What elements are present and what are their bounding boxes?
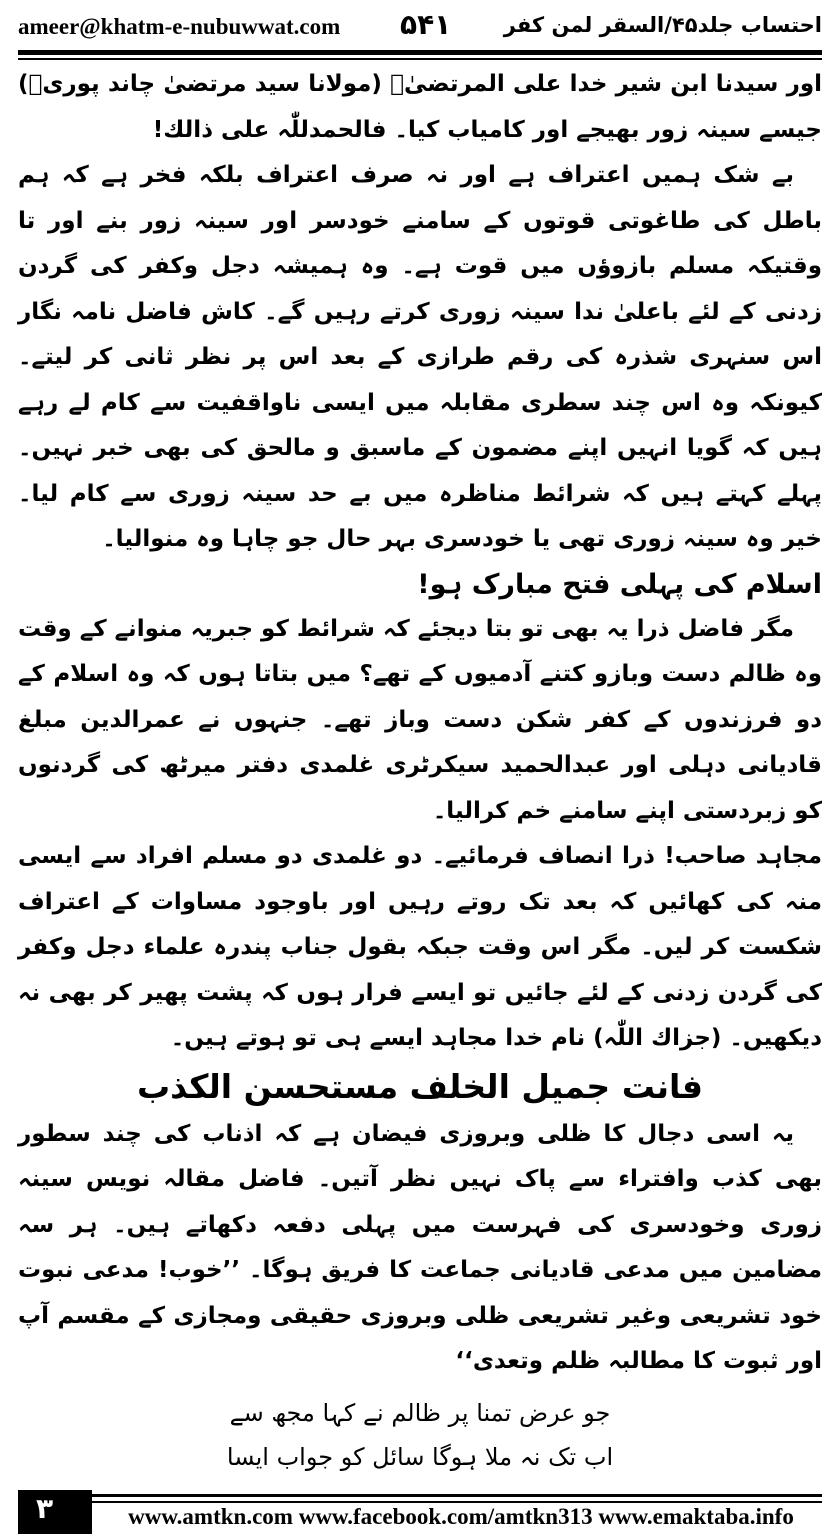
paragraph-1: اور سیدنا ابن شیر خدا علی المرتضیٰؓ (مولانا سید مرتضیٰ چاند پوریؒ) جیسے سینہ زور بھیجے اور کامیاب کیا۔ فالحمدللّٰہ علی ذالك! (18, 71, 822, 143)
header-rule-thin (18, 58, 822, 60)
poem-couplet (18, 1391, 822, 1479)
heading-victory: اسلام کی پہلی فتح مبارک ہو! (417, 568, 822, 600)
footer-page-box (18, 1490, 92, 1534)
paragraph-5: یہ اسی دجال کا ظلی وبروزی فیضان ہے کہ اذناب کی چند سطور بھی کذب وافتراء سے پاک نہیں نظر آتیں۔ فاضل مقالہ نویس سینہ زوری وخودسری کی فہرست میں پہلی دفعہ دکھاتے ہیں۔ ہر سہ مضامین میں مدعی قادیانی جماعت کا فریق ہوگا۔ ’’خوب! مدعی نبوت خود تشریعی وغیر تشریعی ظلی وبروزی حقیقی ومجازی کے مقسم آپ اور ثبوت کا مطالبہ ظلم وتعدی‘‘ (18, 1120, 822, 1374)
poem-line-2: اب تک نہ ملا ہوگا سائل کو جواب ایسا (226, 1442, 614, 1471)
footer-rule-thick (92, 1494, 822, 1497)
header-title: احتساب جلد۴۵/السقر لمن کفر (503, 13, 822, 37)
poem-line-1: جو عرض تمنا پر ظالم نے کہا مجھ سے (229, 1398, 611, 1427)
paragraph-4: مجاہد صاحب! ذرا انصاف فرمائیے۔ دو غلمدی دو مسلم افراد سے ایسی منہ کی کھائیں کہ بعد تک روتے رہیں اور باوجود مساوات کے اعتراف شکست کر لیں۔ مگر اس وقت جبکہ بقول جناب پندرہ علماء دجل وکفر کی گردن زدنی کے لئے جائیں تو ایسے فرار ہوں کہ پشت پھیر کر بھی نہ دیکھیں۔ (جزاك اللّٰہ) نام خدا مجاہد ایسے ہی تو ہوتے ہیں۔ (18, 843, 822, 1051)
paragraph-2: بے شک ہمیں اعتراف ہے اور نہ صرف اعتراف بلکہ فخر ہے کہ ہم باطل کی طاغوتی قوتوں کے سامنے خودسر اور سینہ زور بنے اور تا وقتیکہ مسلم بازوؤں میں قوت ہے۔ وہ ہمیشہ دجل وکفر کی گردن زدنی کے لئے باعلیٰ ندا سینہ زوری کرتے رہیں گے۔ کاش فاضل نامہ نگار اس سنہری شذرہ کی رقم طرازی کے بعد اس پر نظر ثانی کر لیتے۔ کیونکہ وہ اس چند سطری مقابلہ میں ایسی ناواقفیت سے کام لے رہے ہیں کہ گویا انہیں اپنے مضمون کے ماسبق و مالحق کی بھی خبر نہیں۔ پہلے کہتے ہیں کہ شرائط مناظرہ میں بے حد سینہ زوری سے کام لیا۔ خیر وہ سینہ زوری تھی یا خودسری بہر حال جو چاہا وہ منوالیا۔ (18, 162, 822, 552)
footer-rule-thin (92, 1501, 822, 1503)
paragraph-3: مگر فاضل ذرا یہ بھی تو بتا دیجئے کہ شرائط کو جبریہ منوانے کے وقت وہ ظالم دست وبازو کتنے آدمیوں کے تھے؟ میں بتاتا ہوں کہ وہ اسلام کے دو فرزندوں کے کفر شکن دست وباز تھے۔ جنہوں نے عمرالدین مبلغ قادیانی دہلی اور عبدالحمید سیکرٹری غلمدی دفتر میرٹھ کی گردنوں کو زبردستی اپنے سامنے خم کرالیا۔ (18, 615, 822, 824)
header-rule-thick (18, 50, 822, 55)
heading-arabic: فانت جمیل الخلف مستحسن الكذب (136, 1066, 704, 1106)
footer-page-number: ۳ (36, 1492, 54, 1525)
header-email: ameer@khatm-e-nubuwwat.com (18, 14, 341, 39)
header-page-number: ۵۴۱ (400, 8, 452, 41)
footer-links: www.amtkn.com www.facebook.com/amtkn313 www.emaktaba.info (128, 1504, 794, 1529)
article-body (18, 62, 822, 1479)
page-header (18, 10, 822, 46)
